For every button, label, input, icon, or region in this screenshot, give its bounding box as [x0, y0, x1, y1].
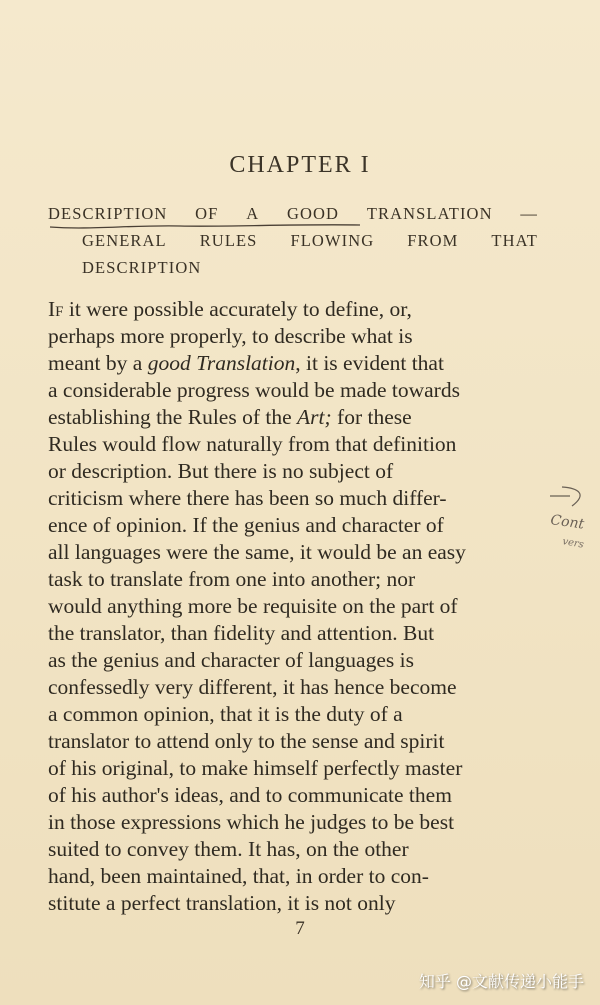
heading-word: TRANSLATION [366, 204, 493, 223]
chapter-title: CHAPTER I [229, 152, 371, 178]
text-line: stitute a perfect translation, it is not only [48, 891, 396, 915]
text-span: for these [331, 405, 412, 429]
heading-word: THAT [491, 231, 538, 250]
text-line [48, 296, 539, 323]
text-line: of his author's ideas, and to communicate them [48, 783, 452, 807]
text-line: perhaps more properly, to describe what is [48, 324, 413, 348]
heading-line-1 [48, 200, 538, 227]
text-line: translator to attend only to the sense and spirit [48, 729, 445, 753]
text-line: a common opinion, that it is the duty of a [48, 702, 403, 726]
text-line: the translator, than fidelity and attention. But [48, 621, 435, 645]
text-line: ence of opinion. If the genius and character of [48, 513, 444, 537]
heading-word: GENERAL [82, 231, 167, 250]
handwritten-margin-note-icon [548, 484, 600, 554]
text-span: meant by a [48, 351, 148, 375]
italic-phrase: Art; [297, 405, 332, 429]
page-number: 7 [295, 918, 305, 939]
heading-word: A [246, 204, 260, 223]
text-line: confessedly very different, it has hence become [48, 675, 457, 699]
small-caps-opening: If [48, 297, 64, 321]
text-line: suited to convey them. It has, on the other [48, 837, 409, 861]
heading-word: FLOWING [290, 231, 375, 250]
text-line: Rules would flow naturally from that definition [48, 432, 457, 456]
italic-phrase: good Translation [147, 351, 296, 375]
text-span: , it is evident that [295, 351, 444, 375]
heading-line-3: DESCRIPTION [82, 258, 202, 277]
heading-word: FROM [407, 231, 459, 250]
text-line: hand, been maintained, that, in order to con- [48, 864, 429, 888]
body-paragraph [48, 296, 539, 917]
text-span: establishing the Rules of the [48, 405, 298, 429]
heading-word: RULES [199, 231, 258, 250]
text-line: would anything more be requisite on the part of [48, 594, 458, 618]
heading-word: DESCRIPTION [48, 204, 168, 223]
chapter-heading [48, 200, 538, 281]
text-line: a considerable progress would be made towards [48, 378, 460, 402]
heading-dash: — [520, 204, 538, 223]
svg-text:Cont: Cont [549, 512, 586, 533]
text-line: in those expressions which he judges to be best [48, 810, 455, 834]
text-line: all languages were the same, it would be an easy [48, 540, 466, 564]
text-line: or description. But there is no subject of [48, 459, 394, 483]
text-span: it were possible accurately to define, or, [63, 297, 412, 321]
text-line: of his original, to make himself perfectly master [48, 756, 463, 780]
text-line: as the genius and character of languages is [48, 648, 414, 672]
heading-word: GOOD [286, 204, 340, 223]
heading-line-2 [48, 227, 538, 254]
text-line: criticism where there has been so much differ- [48, 486, 447, 510]
text-line [48, 350, 539, 377]
text-line: task to translate from one into another; nor [48, 567, 416, 591]
svg-text:vers: vers [561, 536, 585, 551]
heading-word: OF [195, 204, 219, 223]
watermark: 知乎 @文献传递小能手 [418, 972, 584, 991]
text-line [48, 404, 539, 431]
